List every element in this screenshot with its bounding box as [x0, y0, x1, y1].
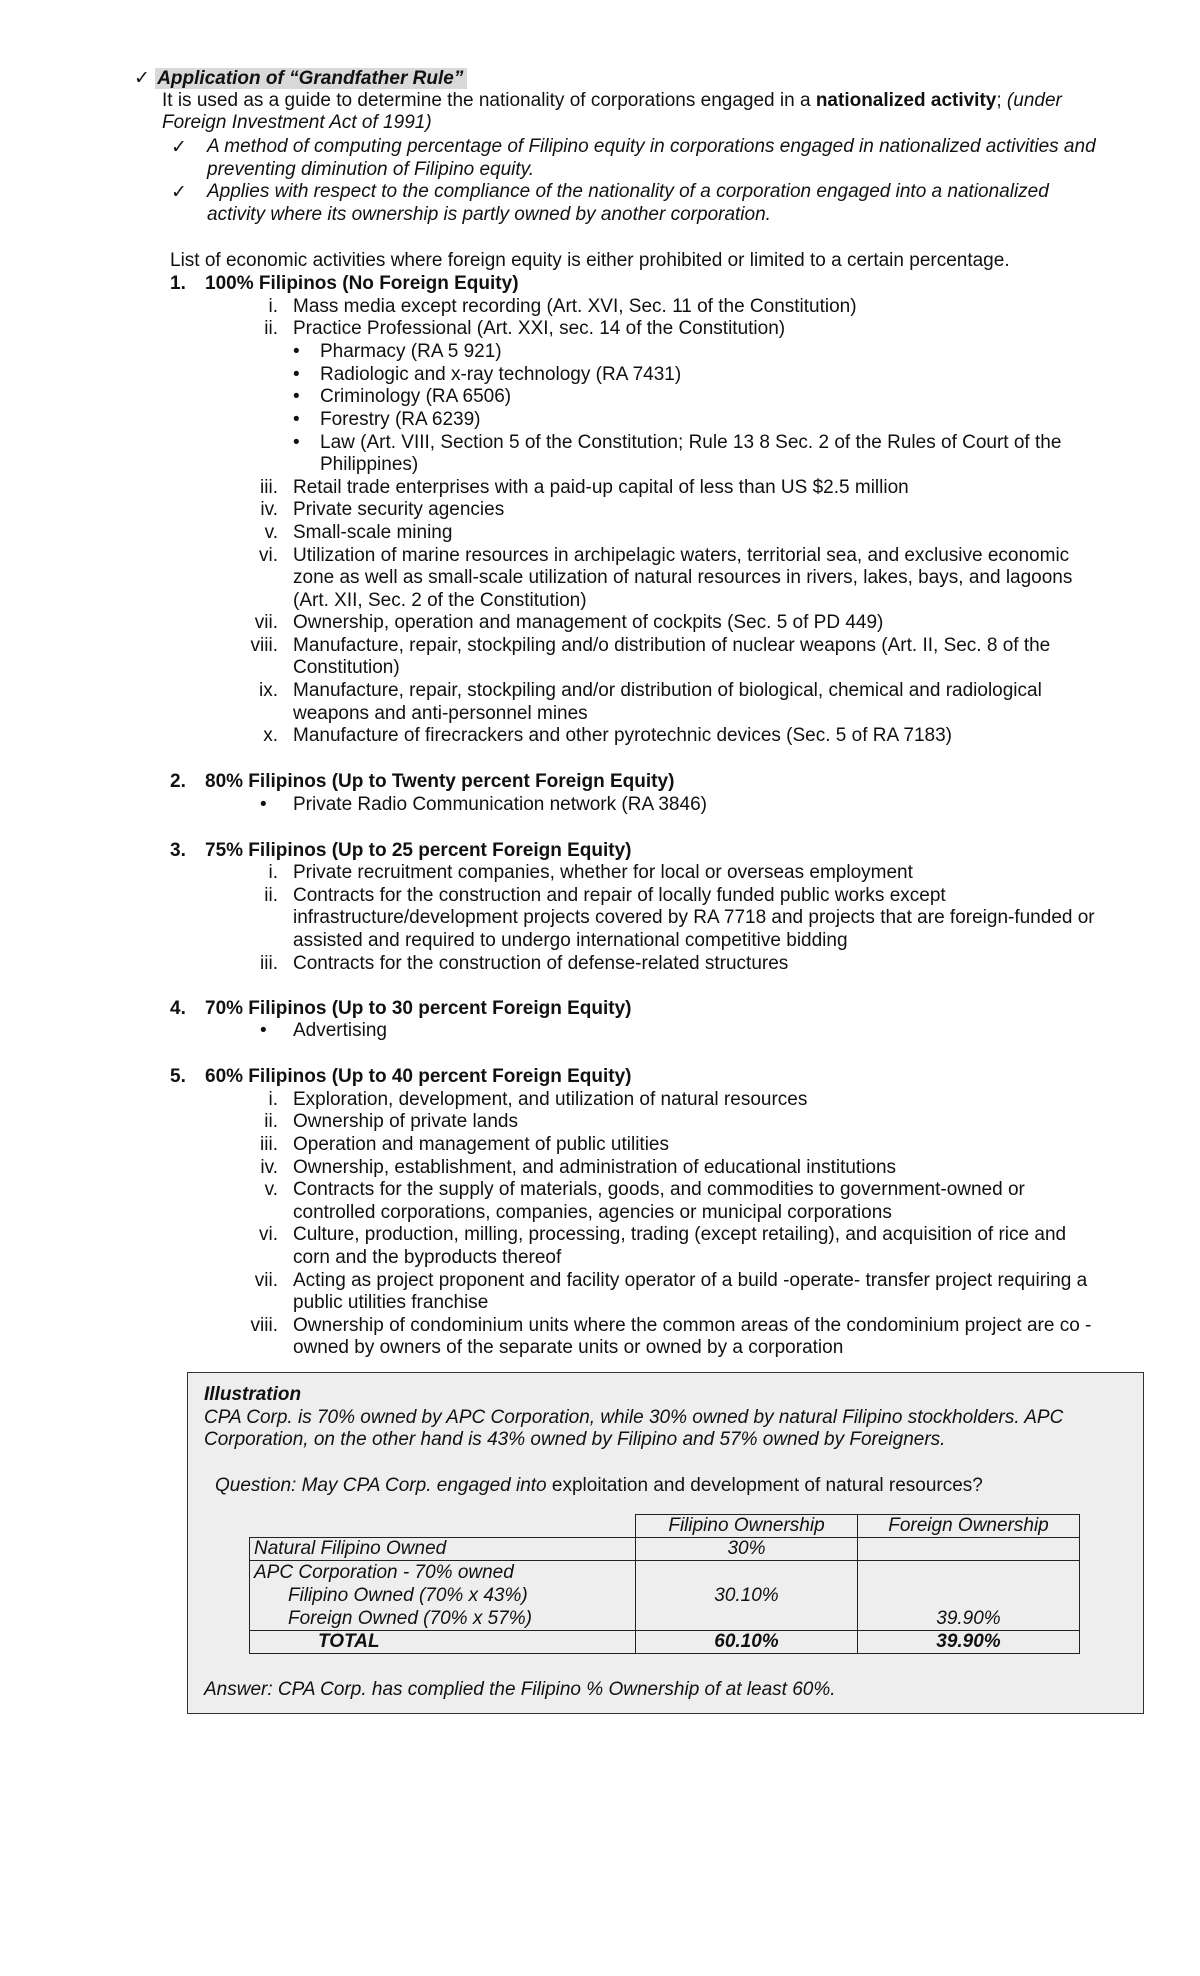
roman-numeral: ii. [264, 318, 278, 339]
illustration-answer: Answer: CPA Corp. has complied the Filipino % Ownership of at least 60%. [204, 1679, 836, 1700]
sub-list-item: Criminology (RA 6506) [320, 386, 512, 407]
sub-list-item: Radiologic and x-ray technology (RA 7431) [320, 364, 682, 385]
point-text: activity where its ownership is partly owned by another corporation. [207, 204, 771, 225]
checkmark-icon: ✓ [171, 181, 187, 203]
roman-numeral: iii. [260, 1134, 278, 1155]
list-item: Manufacture, repair, stockpiling and/or distribution of biological, chemical and radiological [293, 680, 1042, 701]
sub-list-item: Law (Art. VIII, Section 5 of the Constitution; Rule 13 8 Sec. 2 of the Rules of Court of the [320, 432, 1062, 453]
list-item: infrastructure/development projects covered by RA 7718 and projects that are foreign-funded or [293, 907, 1095, 928]
total-label: TOTAL [250, 1631, 636, 1654]
roman-numeral: iv. [260, 499, 278, 520]
total-foreign: 39.90% [858, 1631, 1080, 1654]
list-item: Private Radio Communication network (RA 3846) [293, 794, 707, 815]
foreign-value: 39.90% [858, 1561, 1080, 1631]
list-item: Contracts for the construction and repair of locally funded public works except [293, 885, 946, 906]
list-item: Constitution) [293, 657, 400, 678]
sub-list-item: Pharmacy (RA 5 921) [320, 341, 502, 362]
list-item: Culture, production, milling, processing, trading (except retailing), and acquisition of rice and [293, 1224, 1067, 1245]
list-item: Acting as project proponent and facility operator of a build -operate- transfer project requiring a [293, 1270, 1088, 1291]
list-item: public utilities franchise [293, 1292, 489, 1313]
list-item: Exploration, development, and utilization of natural resources [293, 1089, 808, 1110]
sub-list-item: Forestry (RA 6239) [320, 409, 481, 430]
roman-numeral: v. [264, 522, 278, 543]
roman-numeral: v. [264, 1179, 278, 1200]
section-5-number: 5. [170, 1066, 186, 1087]
roman-numeral: viii. [250, 635, 278, 656]
intro-paragraph-line2: Foreign Investment Act of 1991) [162, 112, 432, 133]
illustration-text: CPA Corp. is 70% owned by APC Corporation, while 30% owned by natural Filipino stockholders. APC [204, 1407, 1064, 1428]
total-filipino: 60.10% [636, 1631, 858, 1654]
list-item: controlled corporations, companies, agencies or municipal corporations [293, 1202, 892, 1223]
list-item: Ownership, operation and management of cockpits (Sec. 5 of PD 449) [293, 612, 884, 633]
table-total-row [250, 1631, 1080, 1654]
list-item: (Art. XII, Sec. 2 of the Constitution) [293, 590, 587, 611]
list-item: zone as well as small-scale utilization of natural resources in rivers, lakes, bays, and lagoons [293, 567, 1073, 588]
row-label-main: APC Corporation - 70% owned [254, 1562, 514, 1583]
list-item: Operation and management of public utilities [293, 1134, 670, 1155]
list-item: owned by owners of the separate units or owned by a corporation [293, 1337, 844, 1358]
sub-list-item: Philippines) [320, 454, 419, 475]
bullet: • [293, 341, 300, 362]
filipino-value: 30% [636, 1538, 858, 1561]
roman-numeral: ii. [264, 885, 278, 906]
roman-numeral: iii. [260, 953, 278, 974]
roman-numeral: iv. [260, 1157, 278, 1178]
checkmark-icon: ✓ [134, 67, 150, 89]
row-label: Natural Filipino Owned [250, 1538, 636, 1561]
bullet: • [293, 386, 300, 407]
list-item: Private security agencies [293, 499, 505, 520]
bullet: • [260, 1020, 267, 1041]
point-text: A method of computing percentage of Filipino equity in corporations engaged in nationalized activities and [207, 136, 1096, 157]
list-item: Mass media except recording (Art. XVI, Sec. 11 of the Constitution) [293, 296, 857, 317]
bullet: • [293, 364, 300, 385]
foreign-value [858, 1538, 1080, 1561]
intro-paragraph: It is used as a guide to determine the nationality of corporations engaged in a nationalized activity; (under [162, 90, 1062, 111]
illustration-text: Corporation, on the other hand is 43% owned by Filipino and 57% owned by Foreigners. [204, 1429, 946, 1450]
illustration-question: Question: May CPA Corp. engaged into exploitation and development of natural resources? [215, 1475, 983, 1496]
header-foreign-ownership: Foreign Ownership [858, 1515, 1080, 1538]
roman-numeral: vii. [254, 1270, 278, 1291]
list-intro: List of economic activities where foreign equity is either prohibited or limited to a certain percentage. [170, 250, 1010, 271]
section-4-number: 4. [170, 998, 186, 1019]
section-4-title: 70% Filipinos (Up to 30 percent Foreign Equity) [205, 998, 632, 1019]
illustration-title: Illustration [204, 1384, 302, 1405]
section-title: Application of “Grandfather Rule” [155, 68, 467, 89]
roman-numeral: vi. [259, 1224, 278, 1245]
list-item: Small-scale mining [293, 522, 453, 543]
roman-numeral: ix. [259, 680, 278, 701]
roman-numeral: x. [263, 725, 278, 746]
header-filipino-ownership: Filipino Ownership [636, 1515, 858, 1538]
filipino-value: 30.10% [636, 1561, 858, 1631]
roman-numeral: i. [268, 1089, 278, 1110]
list-item: Ownership of private lands [293, 1111, 518, 1132]
section-5-title: 60% Filipinos (Up to 40 percent Foreign Equity) [205, 1066, 632, 1087]
row-label [250, 1561, 636, 1631]
row-sublabel: Filipino Owned (70% x 43%) [288, 1585, 528, 1606]
table-row [250, 1538, 1080, 1561]
list-item: Contracts for the construction of defense-related structures [293, 953, 789, 974]
bullet: • [260, 794, 267, 815]
list-item: Utilization of marine resources in archipelagic waters, territorial sea, and exclusive economic [293, 545, 1070, 566]
section-3-number: 3. [170, 840, 186, 861]
list-item: Manufacture, repair, stockpiling and/o distribution of nuclear weapons (Art. II, Sec. 8 of the [293, 635, 1051, 656]
roman-numeral: vi. [259, 545, 278, 566]
list-item: assisted and required to undergo international competitive bidding [293, 930, 848, 951]
list-item: corn and the byproducts thereof [293, 1247, 562, 1268]
section-2-title: 80% Filipinos (Up to Twenty percent Foreign Equity) [205, 771, 675, 792]
roman-numeral: vii. [254, 612, 278, 633]
list-item: Manufacture of firecrackers and other pyrotechnic devices (Sec. 5 of RA 7183) [293, 725, 952, 746]
roman-numeral: ii. [264, 1111, 278, 1132]
list-item: Practice Professional (Art. XXI, sec. 14 of the Constitution) [293, 318, 786, 339]
list-item: Contracts for the supply of materials, goods, and commodities to government-owned or [293, 1179, 1025, 1200]
list-item: Advertising [293, 1020, 387, 1041]
bullet: • [293, 432, 300, 453]
row-sublabel: Foreign Owned (70% x 57%) [288, 1608, 532, 1629]
roman-numeral: i. [268, 862, 278, 883]
ownership-table [249, 1514, 1080, 1654]
table-row [250, 1561, 1080, 1631]
section-1-number: 1. [170, 273, 186, 294]
roman-numeral: iii. [260, 477, 278, 498]
list-item: Retail trade enterprises with a paid-up capital of less than US $2.5 million [293, 477, 909, 498]
table-header-row [250, 1515, 1080, 1538]
point-text: preventing diminution of Filipino equity. [207, 159, 535, 180]
checkmark-icon: ✓ [171, 136, 187, 158]
section-1-title: 100% Filipinos (No Foreign Equity) [205, 273, 519, 294]
section-heading [134, 67, 467, 91]
list-item: Ownership of condominium units where the common areas of the condominium project are co - [293, 1315, 1092, 1336]
list-item: Ownership, establishment, and administration of educational institutions [293, 1157, 897, 1178]
section-2-number: 2. [170, 771, 186, 792]
list-item: weapons and anti-personnel mines [293, 703, 588, 724]
roman-numeral: viii. [250, 1315, 278, 1336]
roman-numeral: i. [268, 296, 278, 317]
section-3-title: 75% Filipinos (Up to 25 percent Foreign Equity) [205, 840, 632, 861]
bullet: • [293, 409, 300, 430]
point-text: Applies with respect to the compliance of the nationality of a corporation engaged into a nationalized [207, 181, 1049, 202]
list-item: Private recruitment companies, whether for local or overseas employment [293, 862, 913, 883]
